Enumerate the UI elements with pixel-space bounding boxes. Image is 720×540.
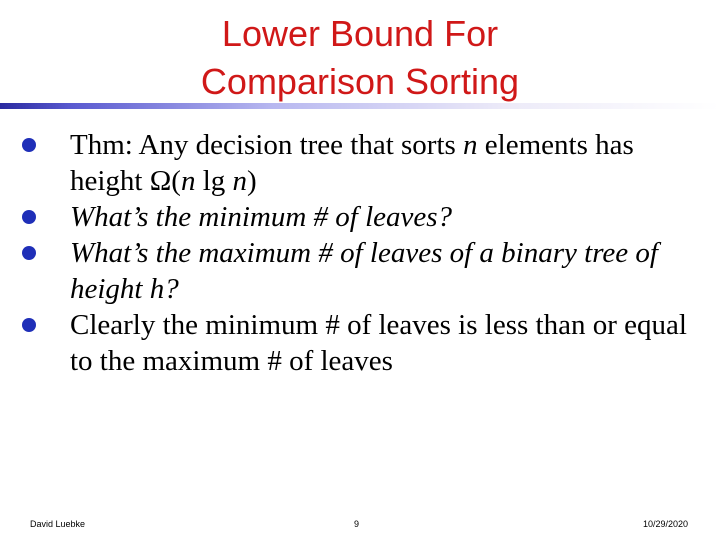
bullet-list: [22, 127, 712, 379]
bullet-item-min-leaves: [22, 199, 712, 235]
theorem-var-n2: n: [180, 165, 196, 197]
slide-title-line-1: Lower Bound For: [221, 13, 499, 54]
bullet-item-theorem: [22, 127, 712, 199]
bullet-text: What’s the minimum # of leaves?: [70, 201, 453, 233]
bullet-text: What’s the maximum # of leaves of a binary tree of height h?: [70, 237, 658, 305]
theorem-text-mid: elements has height Ω(: [70, 129, 634, 197]
bullet-dot-icon: [22, 246, 36, 260]
theorem-text-post: ): [247, 165, 257, 197]
footer-author: David Luebke: [30, 519, 86, 529]
bullet-item-conclusion: [22, 307, 712, 379]
theorem-text-pre: Thm: Any decision tree that sorts: [70, 129, 464, 161]
theorem-text-lg: lg: [195, 165, 233, 197]
bullet-dot-icon: [22, 318, 36, 332]
title-gradient-rule: [0, 103, 720, 109]
bullet-dot-icon: [22, 138, 36, 152]
footer-page-number: 9: [354, 519, 360, 529]
theorem-var-n1: n: [463, 129, 478, 161]
bullet-item-max-leaves: [22, 235, 712, 307]
bullet-dot-icon: [22, 210, 36, 224]
bullet-text: Clearly the minimum # of leaves is less than or equal to the maximum # of leaves: [70, 309, 687, 377]
theorem-var-n3: n: [232, 165, 248, 197]
slide-title: [0, 10, 720, 106]
slide-title-line-2: Comparison Sorting: [200, 61, 520, 102]
footer-date: 10/29/2020: [642, 519, 688, 529]
